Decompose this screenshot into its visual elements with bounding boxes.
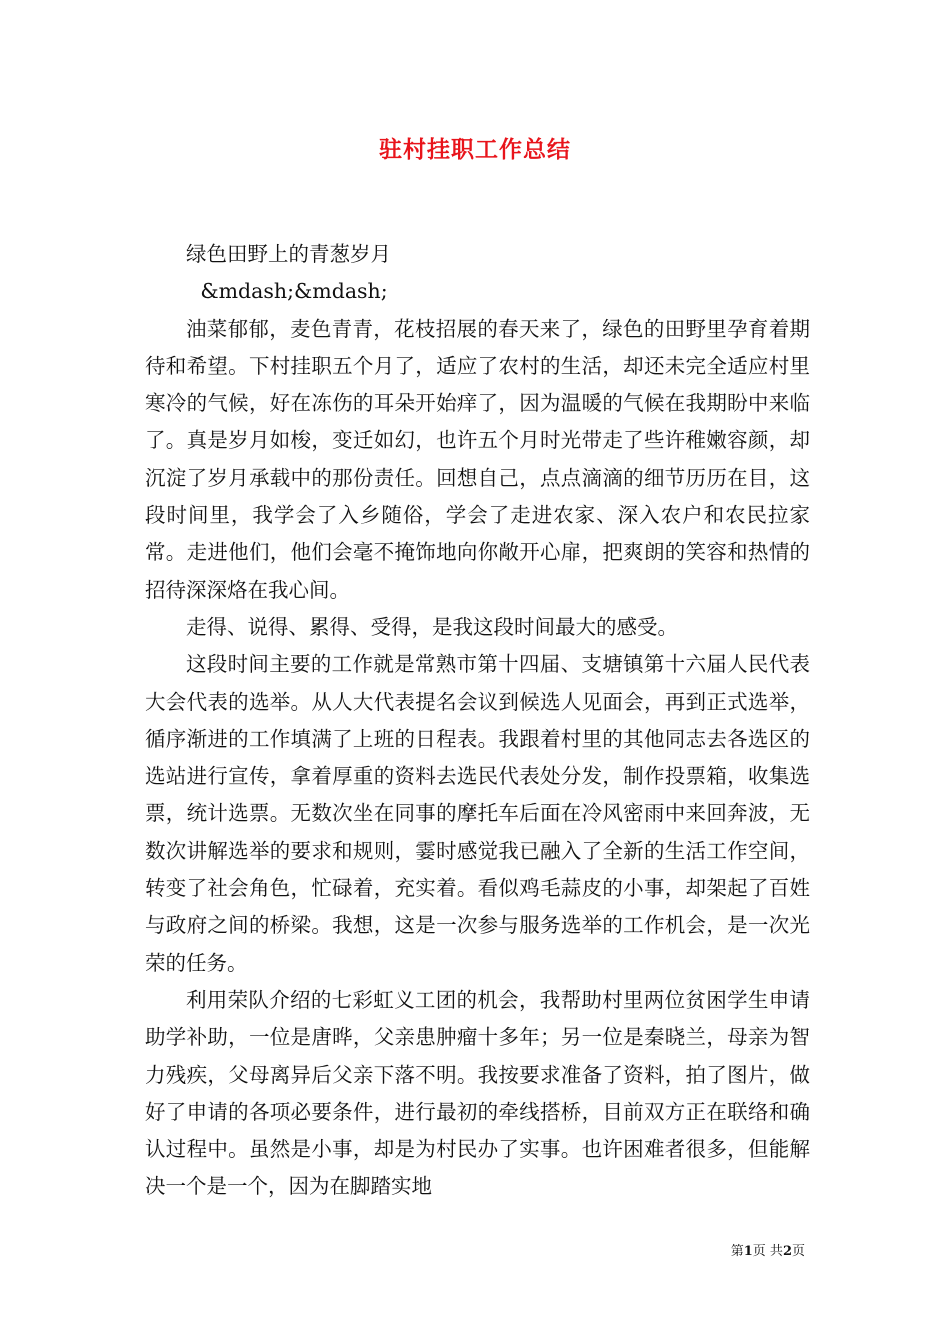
paragraph-3: 这段时间主要的工作就是常熟市第十四届、支塘镇第十六届人民代表大会代表的选举。从人大代表提名会议到候选人见面会，再到正式选举，循序渐进的工作填满了上班的日程表。我跟着村里的其他同志去各选区的选站进行宣传，拿着厚重的资料去选民代表处分发，制作投票箱，收集选票，统计选票。无数次坐在同事的摩托车后面在冷风密雨中来回奔波，无数次讲解选举的要求和规则，霎时感觉我已融入了全新的生活工作空间，转变了社会角色，忙碌着，充实着。看似鸡毛蒜皮的小事，却架起了百姓与政府之间的桥梁。我想，这是一次参与服务选举的工作机会，是一次光荣的任务。 [145,652,810,975]
paragraph-1: 油菜郁郁，麦色青青，花枝招展的春天来了，绿色的田野里孕育着期待和希望。下村挂职五个月了，适应了农村的生活，却还未完全适应村里寒冷的气候，好在冻伤的耳朵开始痒了，因为温暖的气候在我期盼中来临了。真是岁月如梭，变迁如幻，也许五个月时光带走了些许稚嫩容颜，却沉淀了岁月承载中的那份责任。回想自己，点点滴滴的细节历历在目，这段时间里，我学会了入乡随俗，学会了走进农家、深入农户和农民拉家常。走进他们，他们会毫不掩饰地向你敞开心扉，把爽朗的笑容和热情的招待深深烙在我心间。 [145,316,810,602]
paragraph-4: 利用荣队介绍的七彩虹义工团的机会，我帮助村里两位贫困学生申请助学补助，一位是唐晔，父亲患肿瘤十多年；另一位是秦晓兰，母亲为智力残疾，父母离异后父亲下落不明。我按要求准备了资料，拍了图片，做好了申请的各项必要条件，进行最初的牵线搭桥，目前双方正在联络和确认过程中。虽然是小事，却是为村民办了实事。也许困难者很多，但能解决一个是一个，因为在脚踏实地 [145,987,810,1199]
document-subtitle: 绿色田野上的青葱岁月 [186,242,391,266]
footer-suffix: 页 [791,1244,805,1259]
footer-middle: 页 共 [752,1244,783,1259]
document-title: 驻村挂职工作总结 [379,136,571,163]
footer-total-pages: 2 [782,1244,792,1259]
footer-current-page: 1 [743,1244,753,1259]
document-body [145,236,810,1206]
dash-line: &mdash;&mdash; [200,279,388,304]
paragraph-2: 走得、说得、累得、受得，是我这段时间最大的感受。 [186,614,678,639]
footer-prefix: 第 [730,1244,744,1259]
page-footer [731,1242,805,1262]
